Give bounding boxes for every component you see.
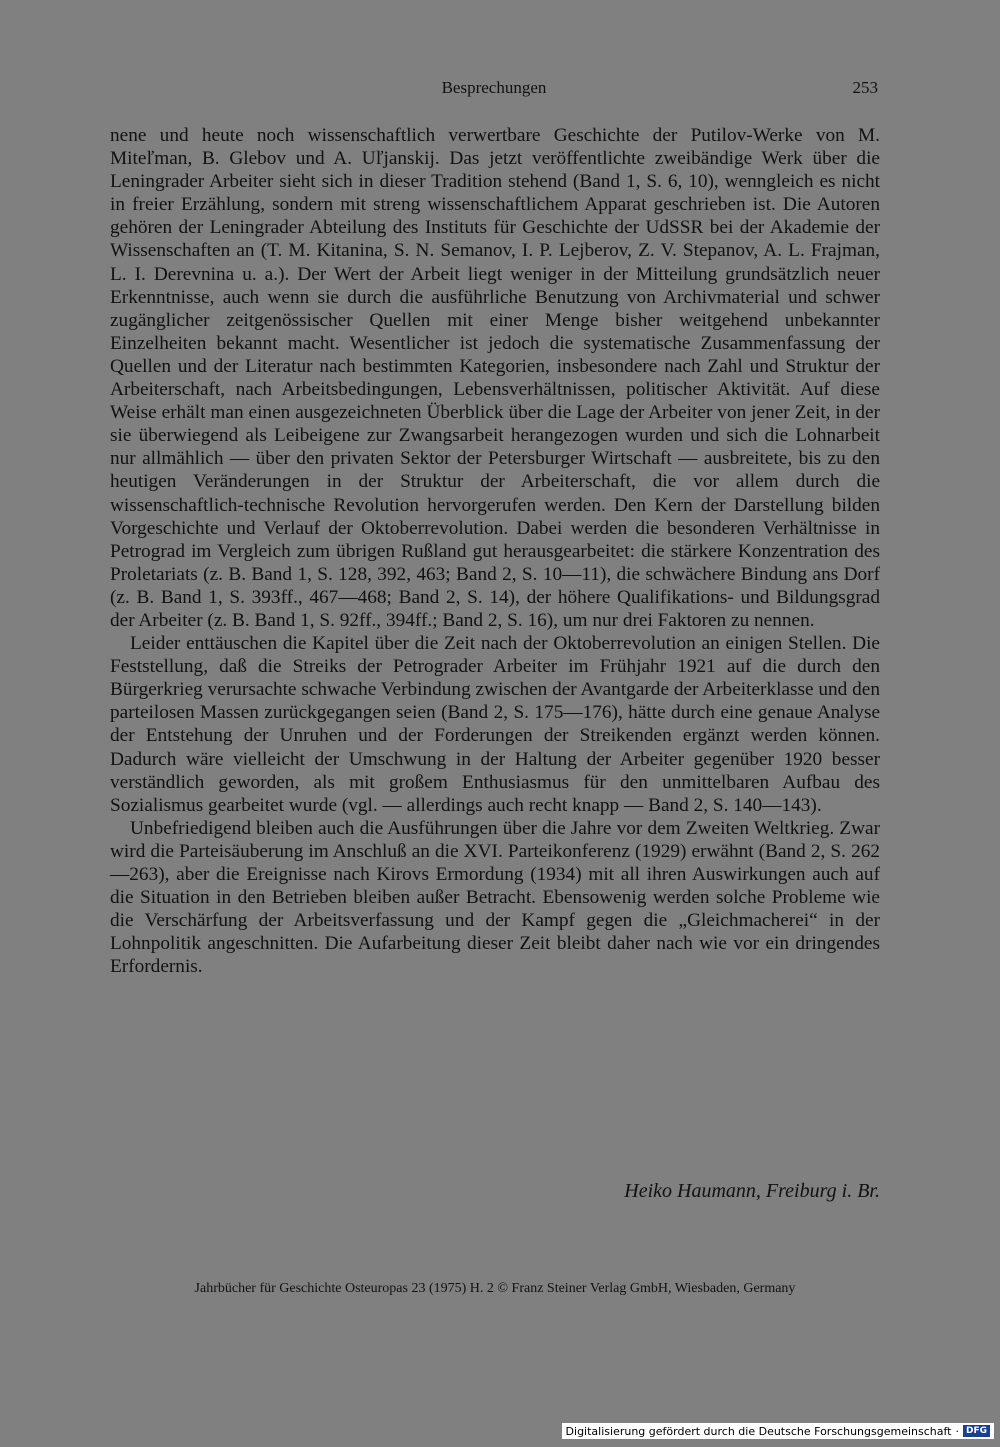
running-head <box>110 78 878 102</box>
paragraph-3: Unbefriedigend bleiben auch die Ausführungen über die Jahre vor dem Zweiten Weltkrieg. Zwar wird die Parteisäuberung im Anschluß an die XVI. Parteikonferenz (1929) erwähnt (Band 2, S. 262—263), aber die Ereignisse nach Kirovs Ermordung (1934) mit all ihren Auswirkungen auch auf die Situation in den Betrieben bleiben außer Betracht. Ebensowenig werden solche Probleme wie die Verschärfung der Arbeitsverfassung und der Kampf gegen die „Gleichmacherei“ in der Lohnpolitik angeschnitten. Die Aufarbeitung dieser Zeit bleibt daher nach wie vor ein dringendes Erfordernis. <box>110 817 880 978</box>
separator-dot: · <box>955 1424 959 1438</box>
paragraph-2: Leider enttäuschen die Kapitel über die Zeit nach der Oktoberrevolution an einigen Stellen. Die Feststellung, daß die Streiks der Petrograder Arbeiter im Frühjahr 1921 auf die durch den Bürgerkrieg verursachte schwache Verbindung zwischen der Avantgarde der Arbeiterklasse und den parteilosen Massen zurückgegangen seien (Band 2, S. 175—176), hätte durch eine genaue Analyse der Entstehung der Unruhen und der Forderungen der Streikenden ergänzt werden können. Dadurch wäre vielleicht der Umschwung in der Haltung der Arbeiter gegenüber 1920 besser verständlich geworden, als mit großem Enthusiasmus für den unmittelbaren Aufbau des Sozialismus gearbeitet wurde (vgl. — allerdings auch recht knapp — Band 2, S. 140—143). <box>110 633 880 816</box>
journal-citation: Jahrbücher für Geschichte Osteuropas 23 (1975) H. 2 © Franz Steiner Verlag GmbH, Wiesbaden, Germany <box>194 1281 796 1296</box>
digitization-text: Digitalisierung gefördert durch die Deutsche Forschungsgemeinschaft <box>565 1424 952 1438</box>
paragraph-1: nene und heute noch wissenschaftlich verwertbare Geschichte der Putilov-Werke von M. Miteľman, B. Glebov und A. Uľjanskij. Das jetzt veröffentlichte zweibändige Werk über die Leningrader Arbeiter sieht sich in dieser Tradition stehend (Band 1, S. 6, 10), wenngleich es nicht in freier Erzählung, sondern mit streng wissenschaftlichem Apparat geschrieben ist. Die Autoren gehören der Leningrader Abteilung des Instituts für Geschichte der UdSSR bei der Akademie der Wissenschaften an (T. M. Kitanina, S. N. Semanov, I. P. Lejberov, Z. V. Stepanov, A. L. Frajman, L. I. Derevnina u. a.). Der Wert der Arbeit liegt weniger in der Mitteilung grundsätzlich neuer Erkenntnisse, auch wenn sie durch die ausführliche Benutzung von Archivmaterial und schwer zugänglicher zeitgenössischer Quellen mit einer Menge bisher weitgehend unbekannter Einzelheiten bekannt macht. Wesentlicher ist jedoch die systematische Zusammenfassung der Quellen und der Literatur nach bestimmten Kategorien, insbesondere nach Zahl und Struktur der Arbeiterschaft, nach Arbeitsbedingungen, Lebensverhältnissen, politischer Aktivität. Auf diese Weise erhält man einen ausgezeichneten Überblick über die Lage der Arbeiter von jener Zeit, in der sie überwiegend als Leibeigene zur Zwangsarbeit herangezogen wurden und sich die Lohnarbeit nur allmählich — über den privaten Sektor der Petersburger Wirtschaft — ausbreitete, bis zu den heutigen Veränderungen in der Struktur der Arbeiterschaft, die vor allem durch die wissenschaftlich-technische Revolution hervorgerufen werden. Den Kern der Darstellung bilden Vorgeschichte und Verlauf der Oktoberrevolution. Dabei werden die besonderen Verhältnisse in Petrograd im Vergleich zum übrigen Rußland gut herausgearbeitet: die stärkere Konzentration des Proletariats (z. B. Band 1, S. 128, 392, 463; Band 2, S. 10—11), die schwächere Bindung ans Dorf (z. B. Band 1, S. 393ff., 467—468; Band 2, S. 14), der höhere Qualifikations- und Bildungsgrad der Arbeiter (z. B. Band 1, S. 92ff., 394ff.; Band 2, S. 16), um nur drei Faktoren zu nennen. <box>110 125 880 631</box>
section-title: Besprechungen <box>441 78 547 97</box>
article-body <box>110 124 880 978</box>
digitization-banner <box>562 1423 994 1439</box>
page-number: 253 <box>852 78 878 97</box>
author-signature: Heiko Haumann, Freiburg i. Br. <box>624 1180 880 1202</box>
dfg-logo: DFG <box>963 1425 990 1437</box>
